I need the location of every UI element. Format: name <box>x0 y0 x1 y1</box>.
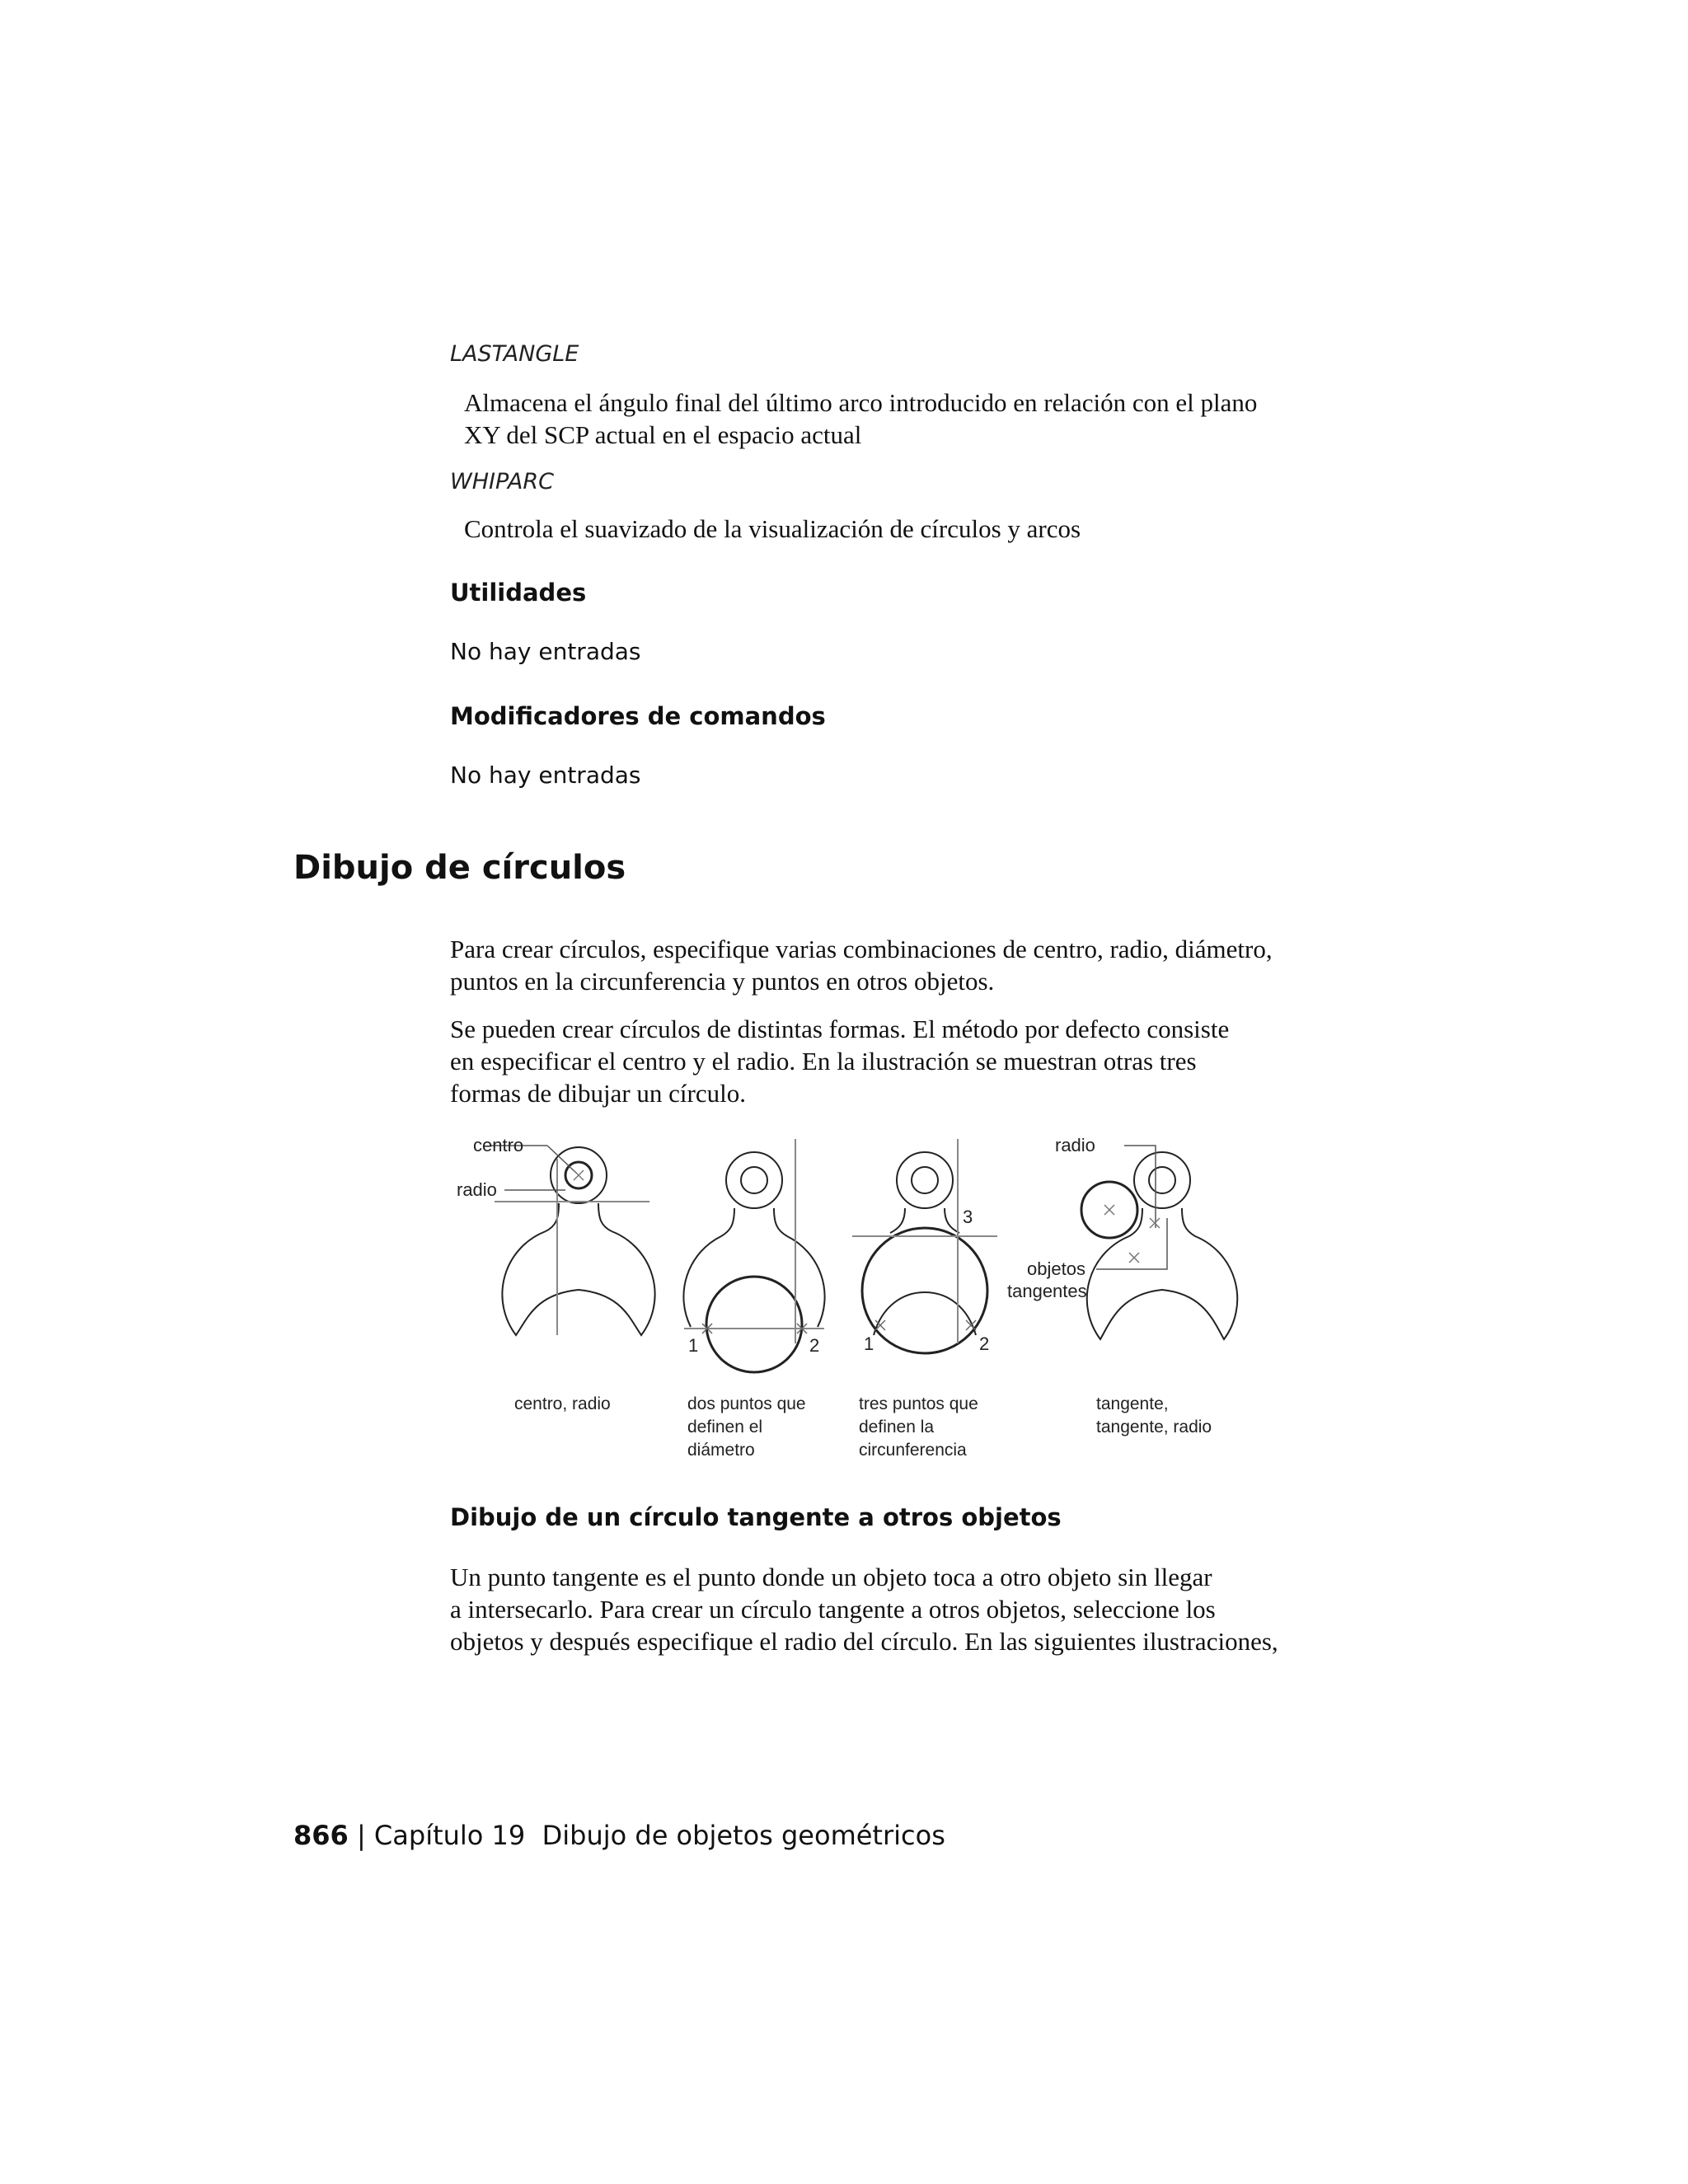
chapter-label: Capítulo 19 <box>373 1820 526 1851</box>
sysvar-desc-line: Controla el suavizado de la visualización de círculos y arcos <box>464 514 1081 543</box>
small-inner-circle <box>912 1167 938 1193</box>
body-crescent <box>1087 1236 1237 1339</box>
sysvar-name-lastangle: LASTANGLE <box>450 341 579 367</box>
paragraph-line: formas de dibujar un círculo. <box>450 1079 746 1108</box>
label-objetos: objetos <box>1027 1258 1085 1279</box>
small-inner-circle <box>1149 1167 1175 1193</box>
modifiers-heading: Modificadores de comandos <box>450 702 826 730</box>
chapter-title: Dibujo de objetos geométricos <box>542 1820 945 1851</box>
paragraph-line: Para crear círculos, especifique varias combinaciones de centro, radio, diámetro, <box>450 935 1273 963</box>
caption-line: tangente, radio <box>1096 1418 1212 1436</box>
three-point-circle <box>862 1228 990 1354</box>
neck-right-curve <box>598 1203 612 1231</box>
panel-centro-radio <box>490 1146 655 1335</box>
body-inner-arc <box>874 1292 976 1335</box>
subsection-paragraph <box>450 1561 1278 1657</box>
neck-left-curve <box>890 1208 905 1233</box>
figure-caption <box>514 1393 611 1416</box>
label-point-2: 2 <box>979 1333 990 1354</box>
neck-left-curve <box>721 1208 734 1236</box>
caption-line: tres puntos que <box>859 1394 978 1413</box>
page-number: 866 <box>293 1820 349 1851</box>
caption-line: definen el <box>687 1418 763 1436</box>
paragraph-line: a intersecarlo. Para crear un círculo tangente a otros objetos, seleccione los <box>450 1595 1216 1624</box>
utilities-heading: Utilidades <box>450 579 587 607</box>
small-outer-circle <box>897 1152 953 1208</box>
sysvar-desc-lastangle <box>464 387 1257 451</box>
caption-line: definen la <box>859 1418 935 1436</box>
small-outer-circle <box>726 1152 782 1208</box>
figure-caption <box>687 1393 806 1462</box>
diameter-circle <box>706 1277 802 1372</box>
label-point-1: 1 <box>688 1335 699 1356</box>
section-paragraph-1 <box>450 933 1273 997</box>
figure-caption <box>859 1393 978 1462</box>
label-point-2: 2 <box>809 1335 820 1356</box>
sysvar-desc-whiparc <box>464 513 1081 545</box>
caption-line: centro, radio <box>514 1394 611 1413</box>
body-crescent <box>502 1231 654 1335</box>
paragraph-line: puntos en la circunferencia y puntos en otros objetos. <box>450 967 995 996</box>
modifiers-text: No hay entradas <box>450 762 641 789</box>
paragraph-line: Se pueden crear círculos de distintas formas. El método por defecto consiste <box>450 1015 1230 1043</box>
body-right-arc <box>787 1236 825 1327</box>
caption-line: diámetro <box>687 1441 755 1460</box>
label-centro: centro <box>473 1135 524 1155</box>
sysvar-name-whiparc: WHIPARC <box>450 469 554 494</box>
label-radio: radio <box>457 1179 497 1200</box>
small-inner-circle <box>741 1167 767 1193</box>
footer-separator: | <box>356 1820 366 1851</box>
center-mark-icon <box>1104 1205 1114 1215</box>
paragraph-line: objetos y después especifique el radio del círculo. En las siguientes ilustraciones, <box>450 1627 1278 1656</box>
paragraph-line: Un punto tangente es el punto donde un objeto toca a otro objeto sin llegar <box>450 1563 1212 1591</box>
subsection-title: Dibujo de un círculo tangente a otros objetos <box>450 1503 1062 1531</box>
caption-line: tangente, <box>1096 1394 1169 1413</box>
neck-right-curve <box>774 1208 787 1236</box>
tangent-mark-icon <box>1129 1253 1139 1263</box>
sysvar-desc-line: Almacena el ángulo final del último arco introducido en relación con el plano <box>464 388 1258 417</box>
paragraph-line: en especificar el centro y el radio. En la ilustración se muestran otras tres <box>450 1047 1197 1076</box>
neck-right-curve <box>1182 1208 1195 1236</box>
caption-line: circunferencia <box>859 1441 967 1460</box>
label-tangentes: tangentes <box>1007 1281 1087 1301</box>
figure-caption <box>1096 1393 1212 1439</box>
page-footer <box>293 1820 945 1851</box>
tangent-mark-icon <box>1150 1218 1160 1228</box>
label-point-1: 1 <box>864 1333 874 1354</box>
section-title: Dibujo de círculos <box>293 849 626 887</box>
panel-dos-puntos <box>683 1139 824 1372</box>
section-paragraph-2 <box>450 1013 1229 1109</box>
sysvar-desc-line: XY del SCP actual en el espacio actual <box>464 420 862 449</box>
body-left-arc <box>683 1236 721 1327</box>
utilities-text: No hay entradas <box>450 638 641 665</box>
panel-tres-puntos <box>852 1139 997 1353</box>
small-outer-circle <box>1134 1152 1190 1208</box>
label-point-3: 3 <box>963 1207 973 1227</box>
caption-line: dos puntos que <box>687 1394 806 1413</box>
panel-tangente-radio <box>1081 1146 1237 1339</box>
label-radio: radio <box>1055 1135 1095 1155</box>
center-mark-icon <box>574 1170 584 1180</box>
